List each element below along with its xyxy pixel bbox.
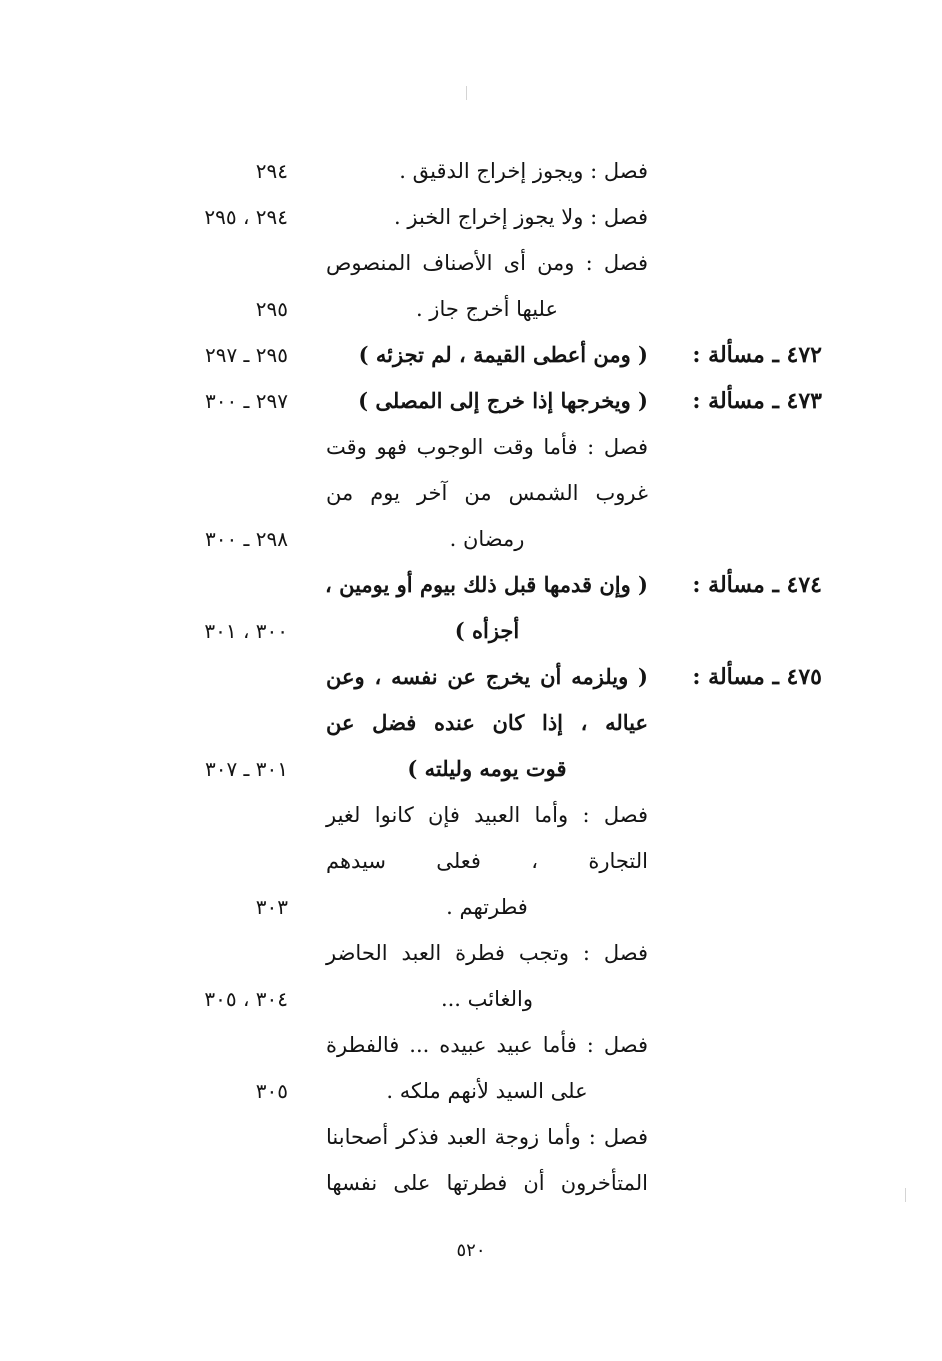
- index-entry-text-continued: غروب الشمس من آخر يوم من: [326, 481, 648, 505]
- issue-quote-text-continued: أجزأه ): [454, 618, 520, 643]
- index-entry-text-continued: والغائب ...: [440, 987, 534, 1011]
- index-entry-text: فصل : ويجوز إخراج الدقيق .: [399, 159, 648, 183]
- issue-quote-text: ( ويخرجها إذا خرج إلى المصلى ): [358, 388, 648, 413]
- index-entry-page-ref: ٢٩٥: [255, 297, 288, 321]
- scan-speck: [466, 86, 467, 100]
- index-entry-page-ref: ٣٠٠ ، ٣٠١: [204, 619, 288, 643]
- index-entry-page-ref: ٣٠٤ ، ٣٠٥: [204, 987, 288, 1011]
- index-entry-text: فصل : وأما زوجة العبد فذكر أصحابنا: [326, 1125, 648, 1149]
- index-entry-page-ref: ٣٠٣: [255, 895, 288, 919]
- index-entry-text: فصل : ولا يجوز إخراج الخبز .: [394, 205, 648, 229]
- index-entry-text-continued: على السيد لأنهم ملكه .: [386, 1079, 588, 1103]
- index-entry-page-ref: ٢٩٤ ، ٢٩٥: [204, 205, 288, 229]
- index-entry-text-continued: رمضان .: [449, 527, 525, 551]
- issue-quote-text: ( وإن قدمها قبل ذلك بيوم أو يومين ،: [325, 572, 648, 597]
- issue-number-label: ٤٧٣ ـ مسألة :: [692, 388, 822, 414]
- scan-speck: [905, 1188, 906, 1202]
- issue-quote-text-continued: قوت يومه وليلته ): [407, 756, 567, 781]
- index-entry-page-ref: ٢٩٤: [255, 159, 288, 183]
- issue-quote-text-continued: عياله ، إذا كان عنده فضل عن: [326, 710, 648, 735]
- issue-number-label: ٤٧٢ ـ مسألة :: [692, 342, 822, 368]
- index-entry-text: فصل : ومن أى الأصناف المنصوص: [326, 251, 648, 275]
- index-entry-text-continued: عليها أخرج جاز .: [415, 297, 559, 321]
- page-number: ٥٢٠: [456, 1240, 486, 1261]
- issue-quote-text: ( ويلزمه أن يخرج عن نفسه ، وعن: [326, 664, 648, 689]
- index-entry-page-ref: ٣٠٥: [255, 1079, 288, 1103]
- issue-quote-text: ( ومن أعطى القيمة ، لم تجزئه ): [358, 342, 648, 367]
- index-entry-text-continued: المتأخرون أن فطرتها على نفسها: [326, 1171, 648, 1195]
- index-entry-page-ref: ٢٩٧ ـ ٣٠٠: [204, 389, 288, 413]
- index-entry-text: فصل : وتجب فطرة العبد الحاضر: [326, 941, 648, 965]
- index-entry-page-ref: ٣٠١ ـ ٣٠٧: [204, 757, 288, 781]
- index-entry-text-continued: التجارة ، فعلى سيدهم: [326, 849, 648, 873]
- index-entry-text-continued: فطرتهم .: [446, 895, 528, 919]
- index-entry-text: فصل : فأما وقت الوجوب فهو وقت: [326, 435, 648, 459]
- index-entry-text: فصل : وأما العبيد فإن كانوا لغير: [326, 803, 648, 827]
- index-entry-page-ref: ٢٩٨ ـ ٣٠٠: [204, 527, 288, 551]
- index-entry-page-ref: ٢٩٥ ـ ٢٩٧: [204, 343, 288, 367]
- index-entry-text: فصل : فأما عبيد عبيده ... فالفطرة: [326, 1033, 648, 1057]
- issue-number-label: ٤٧٥ ـ مسألة :: [692, 664, 822, 690]
- issue-number-label: ٤٧٤ ـ مسألة :: [692, 572, 822, 598]
